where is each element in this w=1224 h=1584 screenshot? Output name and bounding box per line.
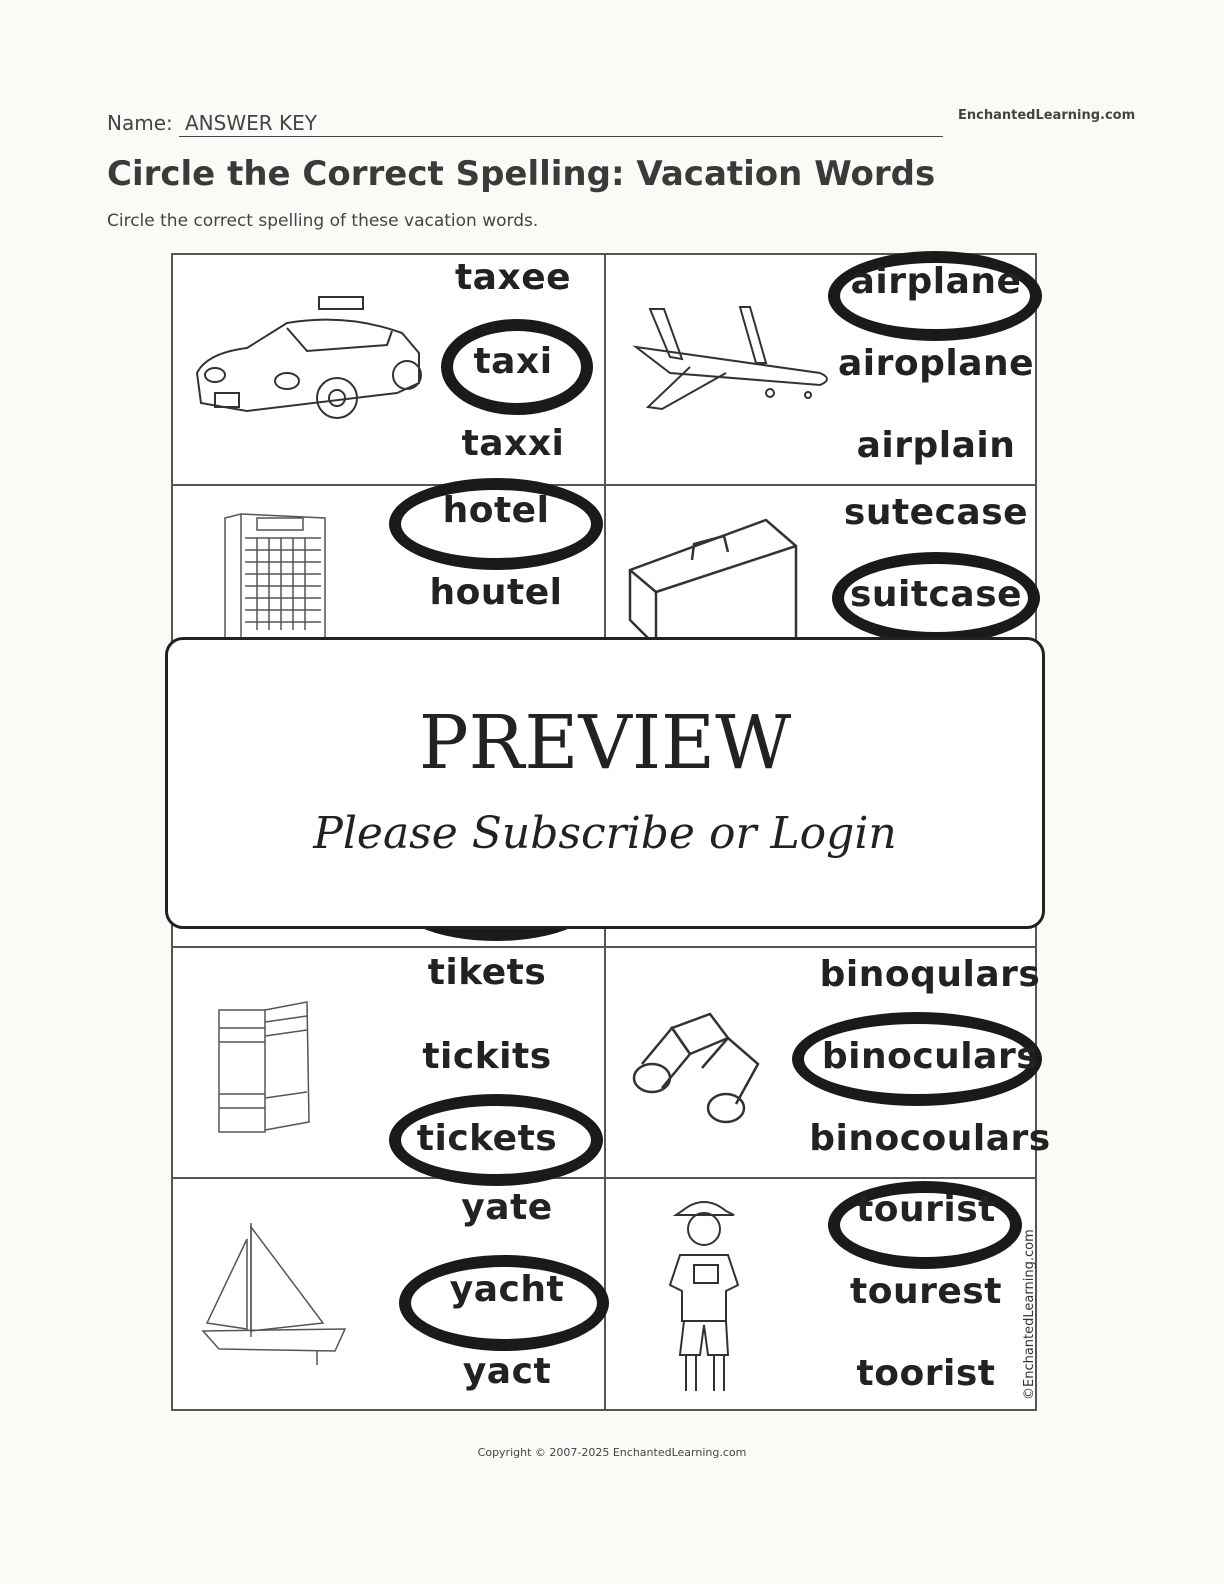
name-value: ANSWER KEY: [185, 111, 317, 135]
airplane-picture: [630, 303, 834, 415]
option-word[interactable]: tourist: [856, 1189, 996, 1230]
option-word[interactable]: yacht: [449, 1269, 565, 1310]
cell-yacht: [173, 1179, 606, 1411]
instructions: Circle the correct spelling of these vacation words.: [107, 211, 539, 231]
option-word[interactable]: hotel: [442, 490, 550, 531]
option-word[interactable]: tickets: [416, 1118, 558, 1159]
vertical-credit: ©EnchantedLearning.com: [1022, 1229, 1037, 1400]
option-word[interactable]: taxxi: [461, 423, 565, 464]
name-line: [179, 136, 943, 137]
option-word[interactable]: sutecase: [843, 492, 1029, 533]
option-word[interactable]: binocoulars: [809, 1118, 1051, 1159]
cell-tourist: [606, 1179, 1037, 1411]
option-word[interactable]: airplain: [856, 425, 1016, 466]
preview-overlay[interactable]: [165, 637, 1045, 929]
copyright: Copyright © 2007-2025 EnchantedLearning.com: [477, 1446, 747, 1459]
option-word[interactable]: binoqulars: [819, 954, 1041, 995]
tickets-picture: [213, 998, 313, 1136]
option-word[interactable]: suitcase: [849, 574, 1023, 615]
option-word[interactable]: houtel: [429, 572, 563, 613]
option-word[interactable]: taxi: [473, 341, 553, 382]
option-word[interactable]: taxee: [454, 257, 572, 298]
cell-binoculars: [606, 948, 1051, 1179]
hotel-picture: [221, 510, 329, 640]
suitcase-picture: [626, 516, 800, 646]
option-word[interactable]: tikets: [427, 952, 547, 993]
cell-tickets: [173, 948, 606, 1179]
option-word[interactable]: tickits: [422, 1036, 552, 1077]
preview-subtitle[interactable]: Please Subscribe or Login: [313, 808, 897, 859]
option-word[interactable]: yact: [462, 1351, 552, 1392]
option-word[interactable]: tourest: [850, 1271, 1002, 1312]
site-link[interactable]: EnchantedLearning.com: [958, 108, 1136, 123]
yacht-picture: [199, 1219, 349, 1369]
name-row: [107, 108, 943, 140]
binoculars-picture: [632, 1008, 766, 1126]
tourist-picture: [656, 1195, 756, 1401]
option-word[interactable]: toorist: [856, 1353, 996, 1394]
page-title: Circle the Correct Spelling: Vacation Words: [107, 154, 936, 194]
option-word[interactable]: airoplane: [837, 343, 1035, 384]
cell-airplane: [606, 255, 1037, 486]
preview-title: PREVIEW: [418, 700, 792, 786]
option-word[interactable]: airplane: [850, 261, 1022, 302]
name-label: Name:: [107, 111, 173, 135]
option-word[interactable]: binoculars: [821, 1036, 1039, 1077]
taxi-picture: [187, 293, 427, 433]
cell-taxi: [173, 255, 606, 486]
option-word[interactable]: yate: [461, 1187, 553, 1228]
